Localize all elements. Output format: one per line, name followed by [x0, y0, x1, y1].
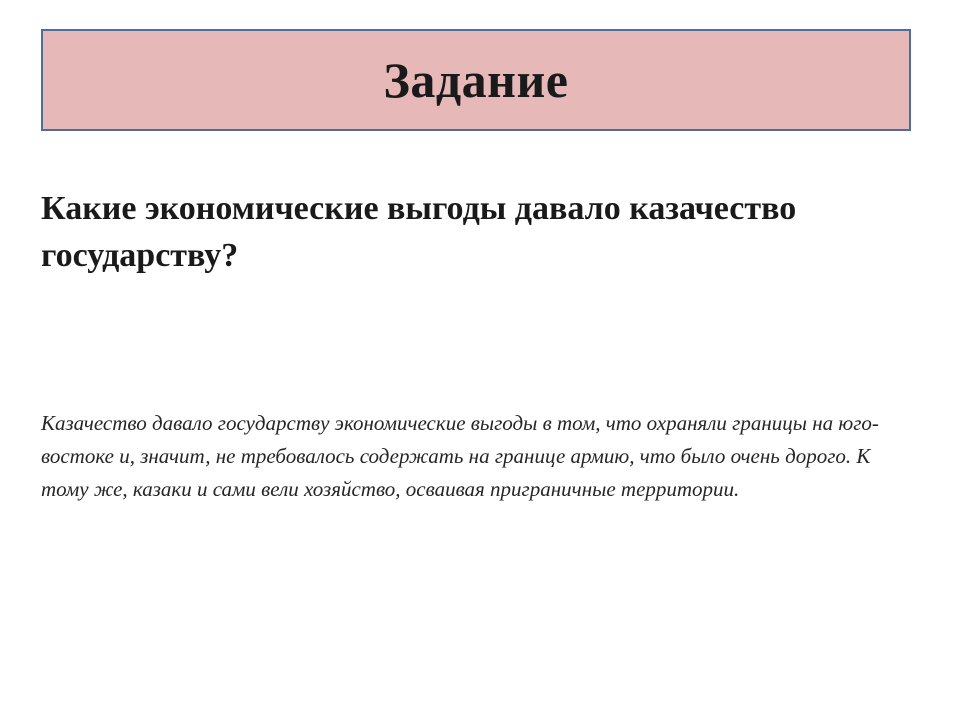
slide-title: Задание — [383, 52, 569, 108]
question-text: Какие экономические выгоды давало казачество государству? — [41, 190, 797, 274]
title-banner — [41, 29, 911, 131]
answer-text: Казачество давало государству экономические выгоды в том, что охраняли границы на юго-востоке и, значит, не требовалось содержать на границе армию, что было очень дорого. К тому же, казаки и сами вели хозяйство, осваивая приграничные территории. — [41, 411, 879, 501]
